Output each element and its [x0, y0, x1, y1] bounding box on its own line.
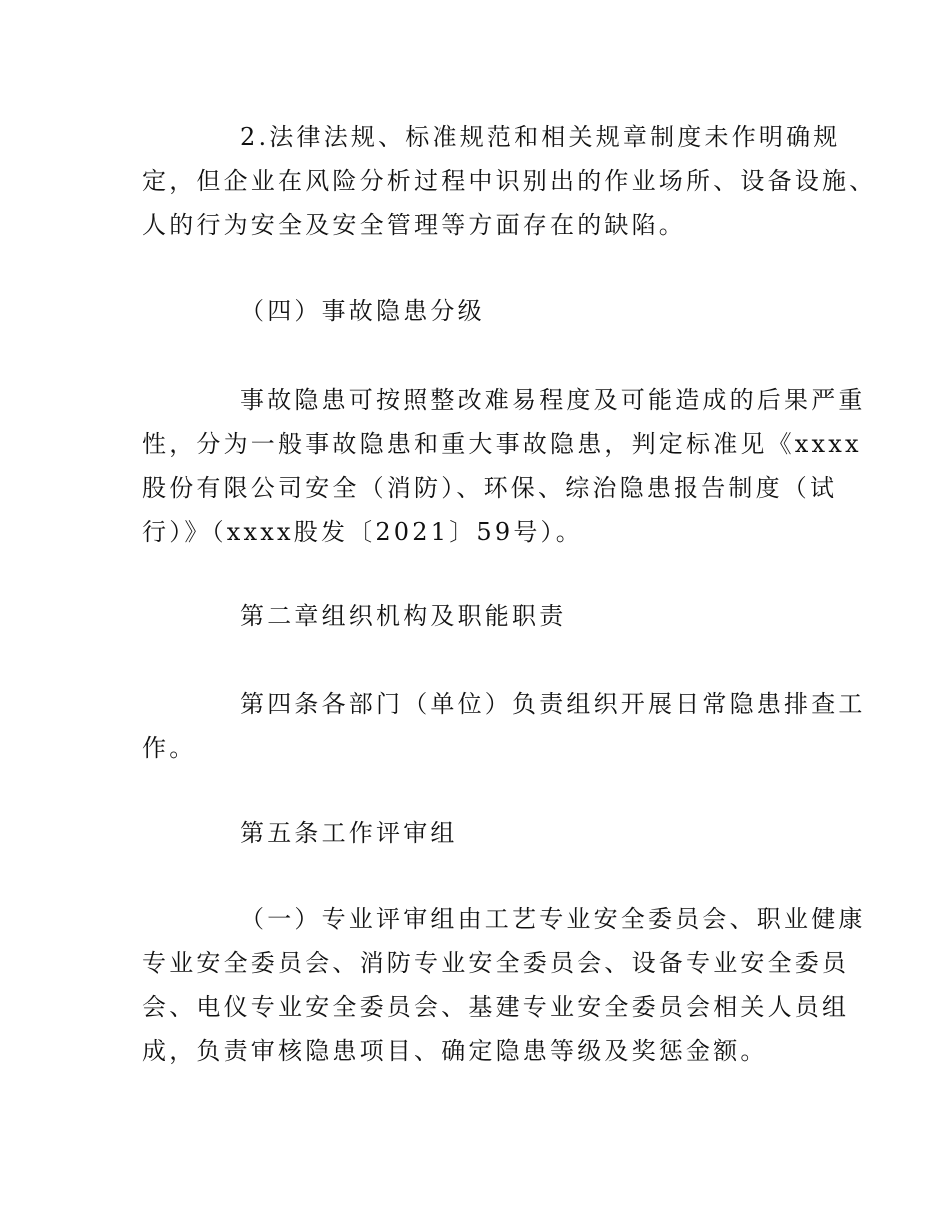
- paragraph-hazard-definition-2: [142, 115, 877, 247]
- text-line: 定，但企业在风险分析过程中识别出的作业场所、设备设施、: [142, 167, 877, 195]
- text-line: 第五条工作评审组: [240, 819, 458, 847]
- text-line: （一）专业评审组由工艺专业安全委员会、职业健康: [240, 905, 866, 933]
- text-line: 人的行为安全及安全管理等方面存在的缺陷。: [142, 211, 686, 239]
- article-4: [142, 682, 866, 770]
- text-line: （四）事故隐患分级: [240, 297, 485, 325]
- text-line: 行）》（xxxx股发〔2021〕59号）。: [142, 518, 583, 546]
- chapter-heading-organization: [142, 594, 812, 638]
- text-line: 专业安全委员会、消防专业安全委员会、设备专业安全委员: [142, 949, 850, 977]
- text-line: 事故隐患可按照整改难易程度及可能造成的后果严重: [240, 386, 866, 414]
- text-line: 会、电仪专业安全委员会、基建专业安全委员会相关人员组: [142, 993, 850, 1021]
- text-line: 性，分为一般事故隐患和重大事故隐患，判定标准见《xxxx: [142, 430, 862, 458]
- text-line: 第二章组织机构及职能职责: [240, 602, 567, 630]
- paragraph-review-group: [142, 897, 866, 1073]
- section-heading-hazard-grading: [142, 289, 812, 333]
- article-5-heading: [142, 811, 812, 855]
- text-line: 作。: [142, 734, 197, 762]
- text-line: 成，负责审核隐患项目、确定隐患等级及奖惩金额。: [142, 1037, 768, 1065]
- text-line: 2.法律法规、标准规范和相关规章制度未作明确规: [240, 123, 841, 151]
- paragraph-hazard-grading: [142, 378, 866, 554]
- text-line: 第四条各部门（单位）负责组织开展日常隐患排查工: [240, 690, 866, 718]
- text-line: 股份有限公司安全（消防）、环保、综治隐患报告制度（试: [142, 474, 838, 502]
